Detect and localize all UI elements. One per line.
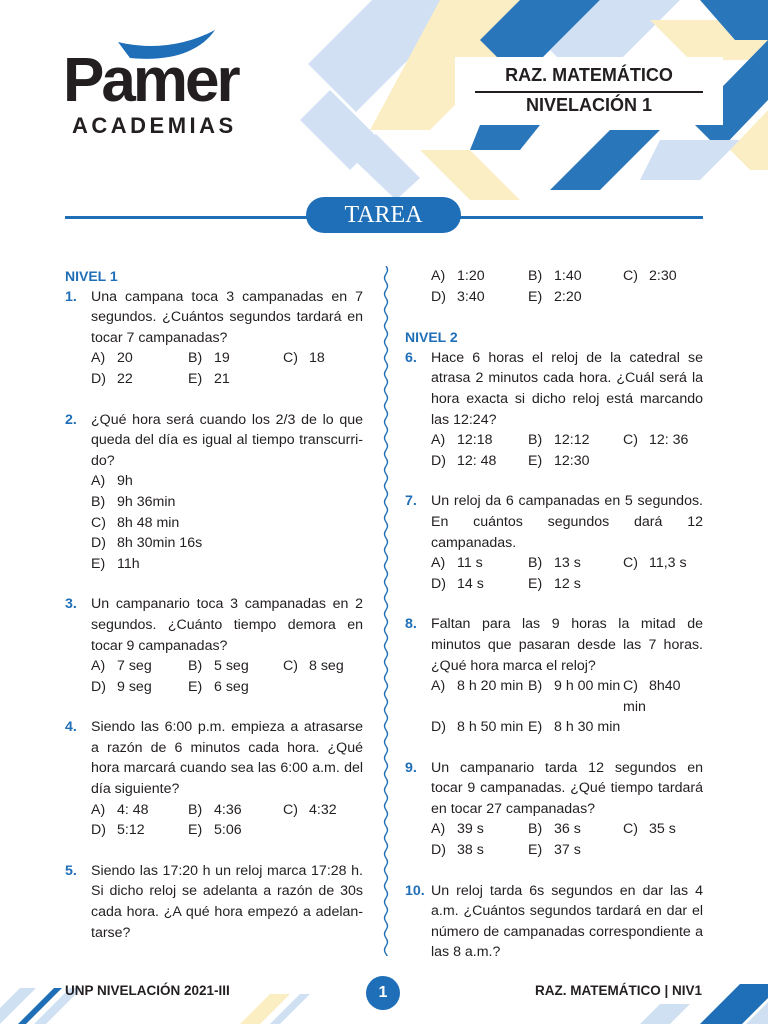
section-rule-left (65, 216, 310, 219)
option-letter: C) (283, 801, 298, 818)
option-letter: B) (188, 658, 203, 675)
option-letter: E) (528, 452, 543, 469)
question-number: 4. (65, 719, 77, 736)
option-value: 12:12 (554, 432, 590, 449)
options-row (431, 266, 703, 287)
options-row (91, 533, 363, 554)
option-value: 22 (117, 370, 133, 387)
logo-subtitle: ACADEMIAS (72, 113, 237, 138)
question-text (65, 717, 363, 799)
question-block (405, 881, 703, 963)
option-value: 8 seg (309, 658, 344, 675)
options-row (431, 287, 703, 308)
option-letter: E) (188, 370, 203, 387)
question-text (405, 614, 703, 676)
column-divider (383, 266, 389, 956)
page-number: 1 (366, 976, 400, 1010)
question-number: 5. (65, 862, 77, 879)
option-letter: D) (91, 678, 106, 695)
option-value: 9h (117, 473, 133, 490)
option-letter: E) (528, 575, 543, 592)
option-value: 1:20 (457, 268, 485, 284)
option-value: 38 s (457, 842, 484, 859)
question-5-options (405, 266, 703, 307)
level-heading: NIVEL 2 (405, 329, 458, 346)
option-value: 4: 48 (117, 801, 149, 818)
option-value: 4:36 (214, 801, 242, 818)
option-value: 14 s (457, 575, 484, 592)
option-value: 5:12 (117, 822, 145, 839)
option-letter: D) (91, 370, 106, 387)
option-value: 13 s (554, 555, 581, 572)
options-row (431, 717, 703, 738)
course-divider (475, 91, 703, 93)
options-row (431, 574, 703, 595)
option-letter: C) (623, 555, 638, 572)
option-value: 5 seg (214, 658, 249, 675)
options-row (91, 820, 363, 841)
option-value: 19 (214, 350, 230, 367)
option-letter: B) (188, 801, 203, 818)
option-value: 3:40 (457, 288, 485, 305)
option-letter: B) (528, 821, 543, 838)
option-letter: A) (431, 268, 446, 284)
option-letter: A) (91, 801, 106, 818)
option-letter: E) (528, 288, 543, 305)
option-value: 2:30 (649, 268, 677, 284)
course-box (455, 57, 723, 125)
question-statement: Hace 6 horas el reloj de la catedral se atrasa 2 minutos cada hora. ¿Cuál será la hora exacta si dicho reloj está marcando las 12:24? (431, 349, 703, 428)
section-title: TAREA (306, 197, 461, 233)
option-letter: D) (91, 822, 106, 839)
question-number: 3. (65, 596, 77, 613)
option-letter: A) (91, 658, 106, 675)
option-value: 9 seg (117, 678, 152, 695)
option-value: 9 h 00 min (554, 678, 621, 695)
option-value: 8 h 20 min (457, 678, 524, 695)
option-value: 8 h 30 min (554, 719, 621, 736)
options-row (91, 800, 363, 821)
option-letter: C) (283, 658, 298, 675)
option-value: 21 (214, 370, 230, 387)
question-block (405, 758, 703, 861)
level-heading: NIVEL 1 (65, 268, 118, 284)
option-letter: D) (431, 452, 446, 469)
footer-course-label: RAZ. MATEMÁTICO | NIV1 (534, 983, 702, 998)
option-letter: E) (528, 719, 543, 736)
question-statement: Un campanario toca 3 campanadas en 2 segundos. ¿Cuánto tiempo demora en tocar 9 campanadas? (91, 596, 363, 654)
option-letter: C) (283, 350, 298, 367)
option-letter: D) (91, 535, 106, 552)
option-letter: C) (623, 432, 638, 449)
question-statement: Siendo las 17:20 h un reloj marca 17:28 h. Si dicho reloj se adelanta a razón de 30s cada hora. ¿A qué hora empezó a adelan-tarse? (91, 862, 363, 941)
option-letter: E) (91, 555, 106, 572)
options-row (431, 819, 703, 840)
option-value: 7 seg (117, 658, 152, 675)
option-value: 11 s (457, 555, 483, 572)
option-letter: A) (431, 821, 446, 838)
option-letter: B) (528, 268, 543, 284)
question-number: 8. (405, 616, 417, 633)
option-value: 12 s (554, 575, 581, 592)
question-block (405, 614, 703, 737)
option-letter: B) (528, 432, 543, 449)
option-value: 5:06 (214, 822, 242, 839)
option-letter: D) (431, 842, 446, 859)
option-letter: A) (431, 678, 446, 695)
option-letter: E) (528, 842, 543, 859)
question-block (65, 594, 363, 697)
option-value: 12: 36 (649, 432, 689, 449)
option-value: 12: 48 (457, 452, 497, 469)
option-value: 35 s (649, 821, 676, 838)
question-text (65, 287, 363, 349)
option-letter: A) (91, 350, 106, 367)
options-row (431, 451, 703, 472)
option-value: 11h (117, 555, 140, 572)
question-number: 2. (65, 411, 77, 428)
logo-wordmark: Pamer (63, 46, 238, 115)
option-letter: D) (431, 719, 446, 736)
question-text (405, 881, 703, 963)
options-row (91, 348, 363, 369)
option-letter: E) (188, 678, 203, 695)
question-text (405, 758, 703, 820)
question-block (65, 717, 363, 841)
option-letter: A) (431, 555, 446, 572)
option-value: 8h 48 min (117, 514, 180, 531)
option-letter: B) (91, 493, 106, 510)
options-row (91, 492, 363, 513)
question-block (405, 348, 703, 472)
option-letter: B) (188, 350, 203, 367)
question-number: 1. (65, 288, 77, 305)
option-value: 9h 36min (117, 493, 176, 510)
option-value: 8h40 min (623, 678, 681, 715)
options-row (91, 677, 363, 698)
option-value: 11,3 s (649, 555, 687, 572)
option-letter: B) (528, 555, 543, 572)
options-row (431, 553, 703, 574)
question-statement: ¿Qué hora será cuando los 2/3 de lo que queda del día es igual al tiempo transcurri-do? (91, 411, 363, 469)
option-value: 6 seg (214, 678, 249, 695)
question-statement: Un reloj tarda 6s segundos en dar las 4 a.m. ¿Cuántos segundos tardará en dar el número de campanadas correspondiente a las 8 a.m.? (431, 882, 703, 961)
option-letter: C) (91, 514, 106, 531)
option-value: 12:18 (457, 432, 493, 449)
question-text (405, 491, 703, 553)
option-value: 2:20 (554, 288, 582, 305)
question-statement: Un reloj da 6 campanadas en 5 segundos. En cuántos segundos dará 12 campanadas. (431, 493, 703, 551)
question-number: 10. (405, 882, 425, 899)
question-number: 6. (405, 349, 417, 366)
footer-course-code: UNP NIVELACIÓN 2021-III (65, 983, 230, 998)
options-row (91, 369, 363, 390)
options-row (431, 430, 703, 451)
option-letter: E) (188, 822, 203, 839)
option-letter: D) (431, 288, 446, 305)
course-level: NIVELACIÓN 1 (525, 95, 653, 115)
option-value: 12:30 (554, 452, 590, 469)
option-value: 18 (309, 350, 325, 367)
question-block (65, 410, 363, 575)
course-title: RAZ. MATEMÁTICO (505, 65, 673, 85)
question-block (65, 861, 363, 943)
options-row (91, 656, 363, 677)
option-value: 36 s (554, 821, 581, 838)
question-block (65, 287, 363, 390)
question-text (405, 348, 703, 430)
option-value: 1:40 (554, 268, 582, 284)
question-statement: Una campana toca 3 campanadas en 7 segundos. ¿Cuántos segundos tardará en tocar 7 campanadas? (91, 288, 363, 346)
options-row (91, 513, 363, 534)
option-value: 20 (117, 350, 133, 367)
options-row (91, 554, 363, 575)
option-value: 37 s (554, 842, 581, 859)
option-letter: B) (528, 678, 543, 695)
question-text (65, 410, 363, 472)
left-column (65, 266, 363, 943)
question-number: 7. (405, 493, 417, 510)
option-value: 8 h 50 min (457, 719, 524, 736)
option-value: 39 s (457, 821, 484, 838)
question-statement: Siendo las 6:00 p.m. empieza a atrasarse a razón de 6 minutos cada hora. ¿Qué hora marcará cuando sea las 6:00 a.m. del día siguiente? (91, 719, 363, 798)
option-letter: A) (91, 473, 106, 490)
option-letter: D) (431, 575, 446, 592)
options-row (431, 840, 703, 861)
option-letter: C) (623, 268, 638, 284)
option-letter: C) (623, 678, 638, 695)
option-value: 4:32 (309, 801, 337, 818)
option-letter: C) (623, 821, 638, 838)
question-statement: Un campanario tarda 12 segundos en tocar 9 campanadas. ¿Qué tiempo tardará en tocar 27 campanadas? (431, 759, 703, 817)
question-statement: Faltan para las 9 horas la mitad de minutos que pasaran desde las 7 horas. ¿Qué hora marca el reloj? (431, 616, 703, 674)
option-letter: A) (431, 432, 446, 449)
section-rule-right (458, 216, 703, 219)
question-text (65, 594, 363, 656)
question-block (405, 491, 703, 594)
option-value: 8h 30min 16s (117, 535, 203, 552)
right-column (405, 266, 703, 963)
options-row (431, 676, 703, 717)
question-number: 9. (405, 759, 417, 776)
options-row (91, 471, 363, 492)
question-text (65, 861, 363, 943)
